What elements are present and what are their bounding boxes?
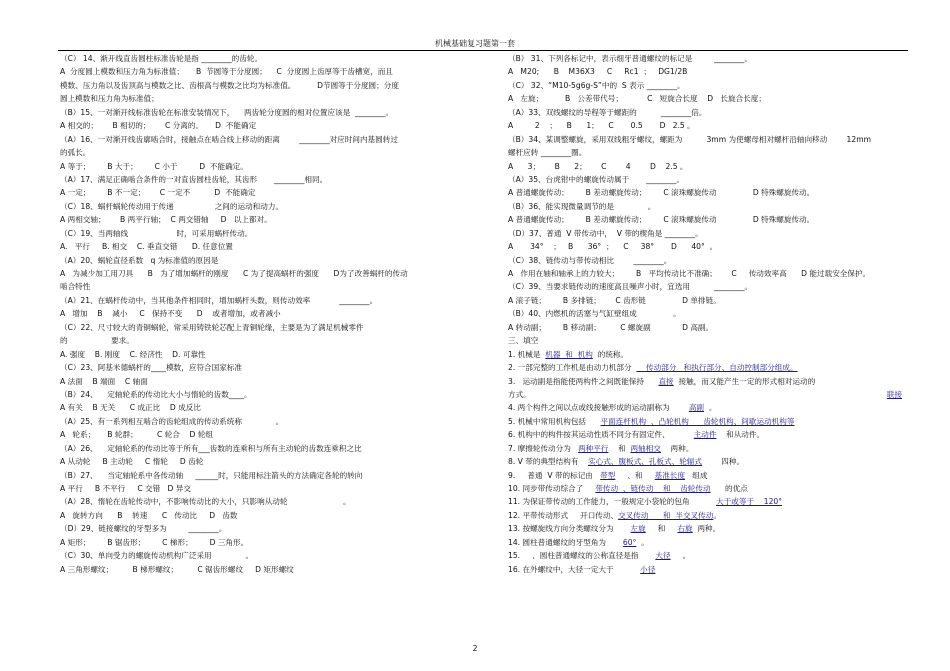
line-text: （C）38、链传动与带传动相比 ________。 — [508, 255, 672, 265]
question-line — [508, 563, 928, 576]
answer-text: 右旋 — [677, 524, 693, 534]
question-line: A 等于； B 大于； C 小于 D 不能确定。 — [60, 161, 248, 171]
answer-text: 联接 — [886, 389, 902, 399]
line-text: 3. 运动副是指能使两构件之间既能保持 — [508, 376, 659, 386]
question-line: A 分度圆上模数和压力角为标准值； B 节圆等于分度圆； C 分度圆上齿厚等于齿槽宽，而且 — [60, 67, 393, 77]
line-text: 16. 在外螺纹中，大径一定大于 — [508, 564, 641, 574]
question-line — [508, 442, 928, 455]
line-text: 8. V 带的典型结构有 — [508, 457, 589, 467]
line-text: 6. 机构中的构件按其运动性质不同分有固定件、 — [508, 430, 694, 440]
line-text: （B）40、内燃机的活塞与气缸壁组成 。 — [508, 309, 681, 319]
question-line — [508, 65, 928, 78]
question-line: （C） 14、渐开线直齿圆柱标准齿轮是指 ________的齿轮。 — [60, 54, 263, 63]
answer-text: 传动部分 和执行部分、自动控制部分组成。 — [636, 363, 798, 373]
question-line: A 从动轮 B 主动轮 C 惰轮 D 齿轮 — [60, 457, 204, 467]
question-line — [508, 160, 928, 173]
question-line — [508, 280, 928, 293]
question-line: （A）21、在蜗杆传动中，当其他条件相同时，增加蜗杆头数，则传动效率 ________。 — [60, 295, 378, 305]
line-text: A 34° ； B 36° ； C 38° D 40° 。 — [508, 242, 718, 252]
line-text: A 普通螺旋传动； B 差动螺旋传动； C 滚珠螺旋传动 D 特殊螺旋传动。 — [508, 215, 815, 225]
line-text: 方式。 — [508, 389, 531, 399]
line-text: 11. 为保证带传动的工作能力，一般规定小袋轮的包角 — [508, 497, 717, 507]
line-text: 接触，而又能产生一定的形式相对运动的 — [673, 376, 816, 386]
line-text: 两种。 — [692, 524, 721, 534]
question-line — [508, 254, 928, 267]
question-line: （C）30、单向受力的螺旋传动机构广泛采用 。 — [60, 551, 254, 561]
line-text: （C） 32、“M10-5g6g-S”中的 S 表示 ________。 — [508, 80, 685, 90]
question-line: A 法面 B 端面 C 轴面 — [60, 376, 148, 386]
question-line — [508, 200, 928, 213]
question-line — [508, 495, 928, 508]
question-line — [508, 213, 928, 226]
line-text: （D）37、普通 V 带传动中， V 带的楔角是 ________。 — [508, 228, 703, 238]
question-line — [508, 334, 928, 347]
answer-text: 直接 — [658, 376, 674, 386]
line-text: （A）35、台虎钳中的螺旋传动属于 ________。 — [508, 174, 685, 184]
question-line — [508, 294, 928, 307]
question-line: A 两相交轴； B 两平行轴； C 两交错轴 D 以上都对。 — [60, 215, 272, 225]
question-line: （C）22、尺寸较大的青铜蜗轮，常采用铸铁轮芯配上青铜轮缘，主要是为了满足机械零件 — [60, 322, 364, 332]
question-line — [508, 92, 928, 105]
question-line — [508, 375, 928, 388]
line-text: 12. 平带传动形式 开口传动、 — [508, 510, 619, 520]
answer-text: 60° — [622, 537, 637, 547]
line-text: （B）36、能实现微量调节的是 。 — [508, 201, 656, 211]
answer-text: 小径 — [640, 564, 656, 574]
left-column — [60, 52, 480, 576]
line-text: 4. 两个构件之间以点或线接触形成的运动副称为 — [508, 403, 689, 413]
answer-text: 大于或等于 120° — [716, 497, 783, 507]
question-line: （A）28、惰轮在齿轮传动中，不影响传动比的大小，只影响从动轮 。 — [60, 497, 351, 507]
line-text: 10. 同步带传动综合了 — [508, 484, 596, 493]
line-text: 螺杆应转 ________圈。 — [508, 148, 587, 158]
question-line — [508, 455, 928, 468]
question-line — [508, 321, 928, 334]
answer-text: 高副 — [688, 403, 705, 413]
question-line: （A）26、 定轴轮系的传动比等于所有___齿数的连乘积与所有主动轮的齿数连乘积之比 — [60, 443, 362, 453]
question-line — [508, 536, 928, 549]
question-line — [508, 509, 928, 522]
question-line: A 旋转方向 B 转速 C 传动比 D 齿数 — [60, 510, 238, 520]
question-line: （B）24、 定轴轮系的传动比大小与惰轮的齿数____。 — [60, 389, 252, 399]
answer-text: 交叉传动 和 半交叉传动 — [618, 510, 714, 520]
line-text: A 滚子链； B 多排链； C 齿形链 D 单排链。 — [508, 295, 721, 305]
question-line: A 一定； B 不一定； C 一定不 D 不能确定 — [60, 188, 256, 198]
line-text: 的统称。 — [592, 349, 629, 359]
answer-text: 左旋 — [630, 524, 646, 534]
answer-text: 两轴相交 — [630, 443, 661, 453]
question-line: A 三角形螺纹； B 梯形螺纹； C 锯齿形螺纹 D 矩形螺纹 — [60, 564, 294, 574]
line-text: 组成 — [685, 470, 708, 480]
line-text: 5. 机械中常用机构包括 — [508, 416, 601, 426]
line-text: 7. 摩擦轮传动分为 — [508, 443, 579, 453]
line-text: 四种。 — [702, 457, 745, 467]
line-text: A 3； B 2； C 4 D 2.5 。 — [508, 161, 688, 171]
line-text: 13. 按螺旋线方向分类螺纹分为 — [508, 524, 631, 534]
question-line: A. 强度 B. 刚度 C. 经济性 D. 可靠性 — [60, 349, 206, 359]
question-line — [508, 267, 928, 280]
question-line — [508, 469, 928, 482]
question-line — [508, 52, 928, 65]
question-line: 啮合特性 — [60, 282, 91, 292]
question-line: A 为减少加工用刀具 B 为了增加蜗杆的刚度 C 为了提高蜗杆的强度 D为了改善蜗杆的传动 — [60, 269, 408, 278]
question-line — [508, 415, 928, 428]
question-line — [508, 240, 928, 253]
question-line: （A）16、一对渐开线齿廓啮合时，接触点在啮合线上移动的距离 ________对应时间内基圆转过 — [60, 134, 398, 144]
question-line — [508, 146, 928, 159]
line-text: 。 — [704, 403, 717, 413]
question-line: （A）17、满足正确啮合条件的一对直齿圆柱齿轮，其齿形 ________相同。 — [60, 174, 328, 184]
line-text: A 转动副； B 移动副； C 螺旋副 D 高副。 — [508, 322, 714, 332]
answer-text: 机器 和 机构 — [545, 349, 593, 359]
line-text: 和 — [608, 443, 631, 453]
question-line: 圆上模数和压力角为标准值； — [60, 94, 159, 104]
line-text: 、和 — [615, 470, 655, 480]
line-text: 三、填空 — [508, 336, 539, 346]
question-line — [508, 428, 928, 441]
question-line: A. 平行 B. 相交 C. 垂直交错 D. 任意位置 — [60, 242, 233, 252]
question-line: 模数、压力角以及齿顶高与模数之比、齿根高与模数之比均为标准值。 D节圆等于分度圆；分度 — [60, 80, 399, 90]
line-text: （B）34、某调整螺旋，采用双线粗牙螺纹，螺距为 3mm 为使螺母相对螺杆沿轴向移动 12mm — [508, 134, 872, 144]
line-text: 两种。 — [660, 443, 694, 453]
line-text: 14. 圆柱普通螺纹的牙型角为 — [508, 537, 623, 547]
question-line: （B）27、 当定轴轮系中各传动轴 ______时，只能用标注箭头的方法确定各轮的转向 — [60, 470, 363, 480]
question-line: A 矩形； B 锯齿形； C 梯形； D 三角形。 — [60, 537, 249, 547]
line-text: 的优点 — [710, 484, 748, 493]
question-line — [508, 133, 928, 146]
question-line — [508, 549, 928, 562]
answer-text: 主动件 — [693, 430, 717, 440]
line-text: 和从动件。 — [716, 430, 765, 440]
answer-text: 大径 — [655, 551, 671, 561]
question-line: （C）23、阿基米德蜗杆的____模数，应符合国家标准 — [60, 363, 243, 373]
question-line: （A）20、蜗轮直径系数 q 为标准值的原因是 — [60, 255, 219, 265]
line-text: 和 — [645, 524, 678, 534]
question-line — [508, 173, 928, 186]
question-line: 的 要求。 — [60, 336, 134, 346]
line-text: （C）39、当要求链传动的速度高且噪声小时，宜选用 ________。 — [508, 282, 753, 292]
question-line: （D）29、链接螺纹的牙型多为 ________。 — [60, 524, 227, 534]
question-line: （B）15、一对渐开线标准齿轮在标准安装情况下， 两齿轮分度圆的相对位置应该是 ________。 — [60, 107, 394, 117]
question-line — [508, 361, 928, 374]
question-line: （A）25、有一系列相互啮合的齿轮组成的传动系统称 。 — [60, 416, 284, 426]
line-text: 。 — [670, 551, 691, 561]
question-line — [508, 522, 928, 535]
line-text: 。 — [636, 537, 649, 547]
line-text: （A）33、双线螺纹的导程等于螺距的 ________倍。 — [508, 107, 707, 117]
answer-text: 带型 — [600, 470, 616, 480]
question-line: A 相交的； B 相切的； C 分离的。 D 不能确定 — [60, 121, 257, 131]
question-line — [508, 348, 928, 361]
line-text: 。 — [713, 510, 721, 520]
question-line — [508, 388, 928, 401]
answer-text: 两种平行 — [578, 443, 609, 453]
question-line — [508, 482, 928, 495]
question-line: A 轮系； B 轮群； C 轮合 D 轮组 — [60, 430, 214, 440]
line-text: A M20; B M36X3 C Rc1 ； DG1/2B — [508, 67, 688, 77]
question-line: 的弧长。 — [60, 148, 91, 158]
question-line — [508, 227, 928, 240]
line-text: 1. 机械是 — [508, 349, 546, 359]
line-text: 9. 普通 V 带的标记由 — [508, 470, 601, 480]
question-line — [508, 401, 928, 414]
line-text: A 2 ； B 1； C 0.5 D 2.5 。 — [508, 121, 695, 131]
question-line: A 增加 B 减小 C 保持不变 D 或者增加，或者减小 — [60, 309, 281, 319]
line-text: A 作用在轴和轴承上的力较大； B 平均传动比不准确； C 传动效率高 D 能过载安全保护。 — [508, 269, 871, 278]
question-line: （C）19、当两轴线 时，可采用蜗杆传动。 — [60, 228, 253, 238]
line-text: （B） 31、下列各标记中，表示细牙普通螺纹的标记是 ________。 — [508, 54, 753, 63]
question-line: A 平行 B 不平行 C 交错 D 异交 — [60, 484, 191, 493]
question-line: A 有关 B 无关 C 成正比 D 成反比 — [60, 403, 201, 413]
question-line — [508, 79, 928, 92]
page-header: 机械基础复习题第一套 — [435, 39, 515, 48]
line-text: 15. 、圆柱普通螺纹的公称直径是指 — [508, 551, 656, 561]
question-line: （C）18、蜗杆蜗轮传动用于传递 之间的运动和动力。 — [60, 201, 284, 211]
page-number: 2 — [472, 644, 478, 653]
question-line — [508, 119, 928, 132]
question-line — [508, 307, 928, 320]
header-rule — [58, 50, 908, 51]
question-line — [508, 186, 928, 199]
answer-text: 平面连杆机构 、凸轮机构 齿轮机构、间歇运动机构等 — [600, 416, 795, 426]
question-line — [508, 106, 928, 119]
line-text: A 普通螺旋传动； B 差动螺旋传动； C 滚珠螺旋传动 D 特殊螺旋传动。 — [508, 188, 815, 198]
line-text: A 左旋； B 公差带代号； C 短旋合长度 D 长旋合长度； — [508, 94, 766, 104]
right-column — [508, 52, 928, 576]
answer-text: 实心式、腹板式、孔板式、轮辐式 — [588, 457, 702, 467]
answer-text: 基准长度 — [654, 470, 686, 480]
answer-text: 带传动 、链传动 和 齿轮传动 — [595, 484, 711, 493]
line-text: 2. 一部完整的工作机是由动力机部分 — [508, 363, 637, 373]
